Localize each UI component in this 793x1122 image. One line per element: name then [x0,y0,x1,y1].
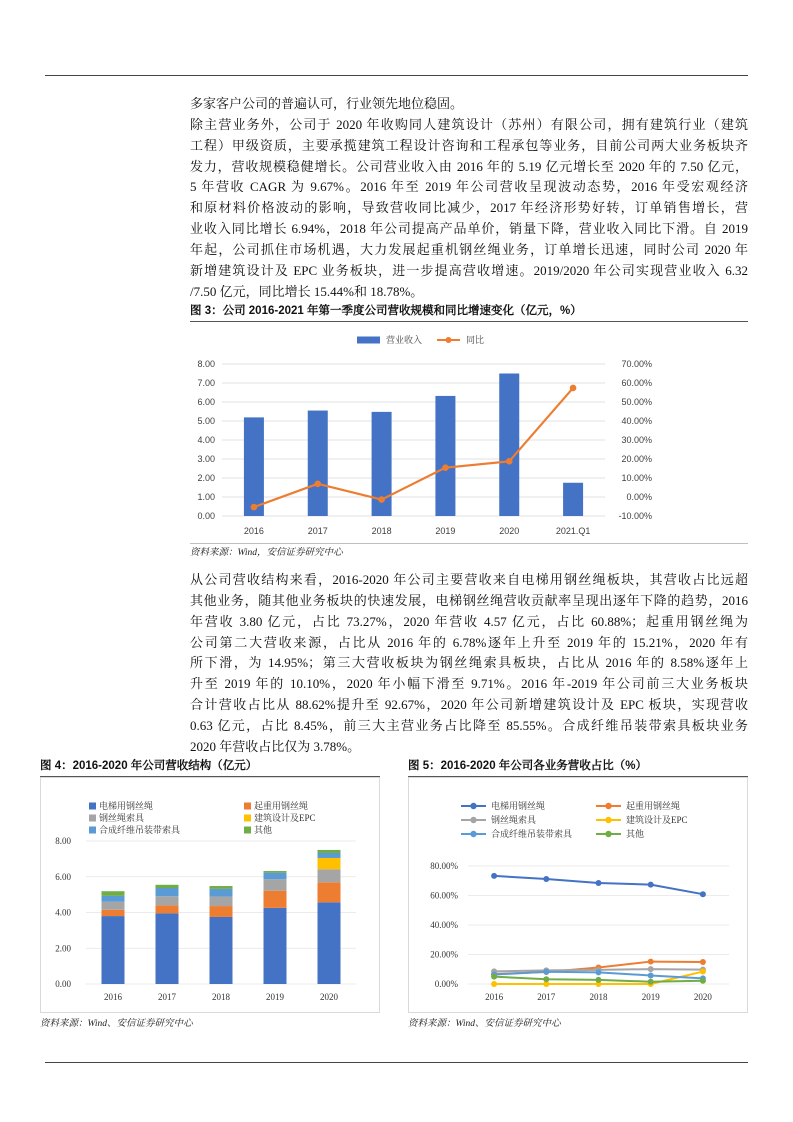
figure-5-source: 资料来源：Wind、安信证券研究中心 [408,1019,561,1029]
legend-label: 合成纤维吊装带索具 [491,829,573,840]
body-text-line: 2020 年营收占比仅为 3.78%。 [190,738,361,754]
bar-segment [156,913,179,984]
revenue-bar [435,396,455,516]
legend-label: 其他 [254,825,273,835]
y-axis-tick-label: 80.00% [430,861,458,871]
body-text-block-1 [190,94,748,302]
x-axis-tick-label: 2017 [158,992,176,1002]
bar-segment [210,906,233,917]
body-text-line: 公司第二大营收来源，占比从 2016 年的 6.78%逐年上升至 2019 年的 15.21%，2020 年有 [190,634,748,650]
legend-swatch [244,803,251,810]
bar-segment [264,873,287,880]
bar-segment [264,871,287,873]
body-text-line: 合计营收占比从 88.62%提升至 92.67%，2020 年公司新增建筑设计及 EPC 板块，实现营收 [190,697,748,713]
revenue-bars [244,374,583,517]
yoy-line [254,388,573,507]
x-axis-tick-label: 2019 [641,992,660,1002]
stacked-bar [318,850,341,984]
revenue-bar [244,417,264,516]
series-point [491,974,497,980]
stacked-bar [156,885,179,984]
series-point [543,969,549,975]
y-axis-tick-label: 2.00 [197,473,215,483]
series-point [596,880,602,886]
stacked-bar [210,886,233,984]
bar-segment [318,902,341,984]
x-axis-tick-label: 2017 [307,526,328,536]
y2-axis-tick-label: 70.00% [621,359,652,369]
bar-segment [156,905,179,913]
x-axis-tick-label: 2016 [485,992,504,1002]
yoy-point [570,385,577,392]
legend-label: 起重用钢丝绳 [254,801,309,811]
body-text-line: 所下滑，为 14.95%；第三大营收板块为钢丝绳索具板块，占比从 2016 年的 8.58%逐年上 [190,655,748,671]
x-axis-tick-label: 2020 [499,526,520,536]
body-text-line: 从公司营收结构来看，2016-2020 年公司主要营收来自电梯用钢丝绳板块，其营收占比远超 [190,572,748,587]
series-point [596,969,602,975]
series-point [648,966,654,972]
x-axis-tick-label: 2020 [320,992,338,1002]
y-axis-tick-label: 7.00 [197,378,215,388]
figure-5-chart [408,777,748,1013]
series-point [648,882,654,888]
figure-4-source: 资料来源：Wind、安信证券研究中心 [40,1019,193,1029]
bar-segment [210,897,233,906]
figure-5-svg [409,778,747,1012]
series-point [543,976,549,982]
y-axis-tick-label: 0.00% [434,979,458,989]
body-text-line: 业收入同比增长 6.94%，2018 年公司提高产品单价，销量下降，营业收入同比下滑。自 2019 [190,221,748,237]
y2-axis-tick-label: 30.00% [621,435,652,445]
legend-label: 钢丝绳索具 [99,813,145,823]
y-axis-tick-label: 6.00 [197,397,215,407]
legend-label: 合成纤维吊装带索具 [99,825,181,835]
body-text-line: 5 年营收 CAGR 为 9.67%。2016 年至 2019 年公司营收呈现波动态势，2016 年受宏观经济 [190,179,748,195]
body-text-line: 其他业务，随其他业务板块的快速发展，电梯钢丝绳营收贡献率呈现出逐年下降的趋势，2016 [190,592,748,608]
legend-marker [605,817,611,823]
y-axis-tick-label: 2.00 [55,943,71,954]
y-axis-tick-label: 3.00 [197,454,215,464]
bar-segment [156,896,179,905]
revenue-bar [499,374,519,517]
bar-segment [264,891,287,908]
figure-3-svg [190,328,655,540]
yoy-point [442,464,449,471]
y-axis-tick-label: 20.00% [430,949,458,960]
body-text-line: 新增建筑设计及 EPC 业务板块，进一步提高营收增速。2019/2020 年公司实现营业收入 6.32 [190,262,748,278]
bar-segment [318,882,341,902]
x-axis-tick-label: 2018 [212,992,230,1002]
legend-marker [470,803,476,809]
x-axis-tick-label: 2016 [243,526,264,536]
figure-3-chart [190,328,655,540]
bar-segment [210,886,233,889]
x-axis-tick-label: 2019 [266,992,284,1002]
legend-label: 建筑设计及EPC [626,815,688,826]
bar-segment [264,908,287,984]
x-axis-tick-label: 2016 [104,992,122,1002]
body-text-line: 除主营业务外，公司于 2020 年收购同人建筑设计（苏州）有限公司，拥有建筑行业（建筑 [190,116,748,132]
legend-label: 起重用钢丝绳 [626,801,681,812]
y2-axis-tick-label: 0.00% [626,492,652,502]
x-axis-tick-label: 2019 [435,526,456,536]
legend-label: 电梯用钢丝绳 [491,801,546,812]
series-point [700,978,706,984]
legend-marker [470,831,476,837]
legend-label: 电梯用钢丝绳 [99,801,154,811]
y-axis-tick-label: 40.00% [430,920,458,930]
bar-segment [210,917,233,984]
y-axis-tick-label: 0.00 [55,979,71,989]
y-axis-tick-label: 4.00 [55,907,71,918]
series-point [700,959,706,965]
gridlines [222,364,605,516]
series-point [543,876,549,882]
y-axis-tick-label: 60.00% [430,890,458,901]
revenue-bar [563,483,583,516]
body-text-line: 发力，营收规模稳健增长。公司营业收入由 2016 年的 5.19 亿元增长至 2020 年的 7.50 亿元， [190,158,748,174]
figure-4-title: 图 4：2016-2020 年公司营收结构（亿元） [40,756,380,777]
bar-segment [318,850,341,853]
legend-swatch [244,827,251,834]
x-axis-tick-label: 2020 [693,992,712,1002]
series-point [700,969,706,975]
x-axis-tick-label: 2017 [537,992,556,1002]
series-point [648,972,654,978]
yoy-point [506,458,513,465]
legend-label: 其他 [626,829,645,840]
bar-segment [102,902,125,910]
x-axis-tick-label: 2018 [371,526,392,536]
stacked-bar [264,871,287,984]
series-point [491,873,497,879]
stacked-bar [102,891,125,984]
figure-4-chart [40,777,380,1013]
legend-label: 建筑设计及EPC [254,813,316,823]
series-point [648,959,654,965]
series [491,873,706,897]
header-rule [45,75,748,76]
y-axis-tick-label: 8.00 [55,836,71,846]
bar-segment [102,910,125,916]
yoy-point [251,504,258,511]
footer-rule [45,1062,748,1063]
legend-marker-yoy [446,337,452,343]
body-text-line: 升至 2019 年的 10.10%，2020 年小幅下滑至 9.71%。2016 年-2019 年公司前三大业务板块 [190,676,748,692]
bar-segment [102,891,125,896]
body-text-line: 多家客户公司的普遍认可，行业领先地位稳固。 [190,96,464,111]
body-text-line: 年起，公司抓住市场机遇，大力发展起重机钢丝绳业务，订单增长迅速，同时公司 2020 年 [190,241,748,257]
y2-axis-tick-label: 50.00% [621,397,652,407]
series-point [700,891,706,897]
legend-marker [605,831,611,837]
x-axis-tick-label: 2018 [589,992,608,1002]
bar-segment [156,888,179,896]
figure-4-svg [41,778,379,1012]
series-point [596,977,602,983]
y-axis-tick-label: 0.00 [197,511,215,521]
x-axis-tick-label: 2021.Q1 [555,526,591,536]
legend-swatch [89,815,96,822]
body-text-line: 年营收 3.80 亿元，占比 73.27%，2020 年营收 4.57 亿元，占比 60.88%；起重用钢丝绳为 [190,613,748,629]
y2-axis-tick-label: 40.00% [621,416,652,426]
figure-5-title: 图 5：2016-2020 年公司各业务营收占比（%） [408,756,748,777]
body-text-line: 0.63 亿元，占比 8.45%，前三大主营业务占比降至 85.55%。合成纤维吊装带索具板块业务 [190,717,748,733]
bar-segment [318,869,341,882]
y2-axis-tick-label: 20.00% [621,454,652,464]
body-text-line: 工程）甲级资质，主要承揽建筑工程设计咨询和工程承包等业务，目前公司两大业务板块齐 [190,137,748,153]
y-axis-tick-label: 6.00 [55,871,71,882]
y-axis-tick-label: 5.00 [197,416,215,426]
y2-axis-tick-label: 10.00% [621,473,652,483]
body-text-block-2 [190,570,748,758]
figure-3-source: 资料来源：Wind，安信证券研究中心 [190,543,748,562]
y-axis-tick-label: 1.00 [197,492,215,502]
legend-marker [605,803,611,809]
y2-axis-tick-label: -10.00% [618,511,652,521]
yoy-point [314,481,321,488]
legend-label: 营业收入 [386,335,423,345]
y2-axis-tick-label: 60.00% [621,378,652,388]
figure-3-title: 图 3：公司 2016-2021 年第一季度公司营收规模和同比增速变化（亿元，%） [190,301,748,322]
legend-swatch [244,815,251,822]
y-axis-tick-label: 8.00 [197,359,215,369]
legend-swatch [89,827,96,834]
legend-swatch-revenue [357,337,380,344]
bar-segment [156,885,179,888]
body-text-line: 和原材料价格波动的影响，导致营收同比减少，2017 年经济形势好转，订单销售增长，营 [190,200,748,216]
bar-segment [102,896,125,902]
legend-swatch [89,803,96,810]
series-point [491,981,497,987]
revenue-bar [308,411,328,516]
yoy-point [378,496,385,503]
legend-label: 钢丝绳索具 [491,815,537,826]
series-point [648,979,654,985]
body-text-line: /7.50 亿元，同比增长 15.44%和 18.78%。 [190,283,424,299]
bar-segment [210,889,233,897]
legend-label: 同比 [466,335,485,345]
bar-segment [318,858,341,869]
bar-segment [102,916,125,984]
y-axis-tick-label: 4.00 [197,435,215,445]
bar-segment [318,853,341,858]
legend-marker [470,817,476,823]
bar-segment [264,879,287,890]
